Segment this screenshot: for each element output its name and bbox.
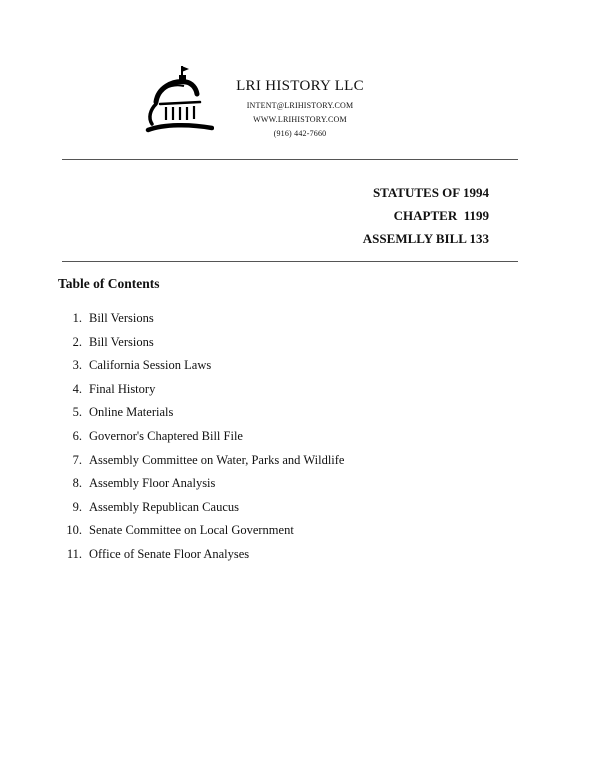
toc-item-number: 7. (72, 452, 82, 467)
toc-item-label: Online Materials (89, 405, 174, 420)
contact-email: INTENT@LRIHISTORY.COM (246, 101, 354, 110)
toc-item (52, 331, 344, 355)
bill-number: ASSEMLLY BILL 133 (362, 231, 489, 246)
toc-item (52, 425, 344, 449)
toc-item-number: 6. (72, 428, 82, 443)
contact-phone: (916) 442-7660 (273, 129, 327, 138)
toc-item-number: 3. (72, 358, 82, 373)
toc-item-number: 2. (72, 334, 82, 349)
toc-item (52, 519, 344, 543)
toc-item-label: Assembly Republican Caucus (89, 499, 239, 514)
toc-item (52, 496, 344, 520)
top-divider (62, 159, 518, 160)
toc-item-number: 8. (72, 476, 82, 491)
statute-citation (363, 181, 489, 250)
statutes-year: STATUTES OF 1994 (372, 185, 489, 200)
toc-item (52, 543, 344, 567)
toc-item-number: 9. (72, 499, 82, 514)
toc-item-number: 5. (72, 405, 82, 420)
toc-item (52, 354, 344, 378)
company-name: LRI HISTORY LLC (236, 78, 364, 94)
toc-item-label: Bill Versions (89, 334, 154, 349)
letterhead (200, 76, 400, 141)
toc-item-label: California Session Laws (89, 358, 212, 373)
toc-item-label: Bill Versions (89, 311, 154, 325)
toc-list (52, 307, 344, 567)
toc-item (52, 449, 344, 473)
toc-item-number: 1. (72, 311, 82, 325)
bottom-divider (62, 261, 518, 262)
contact-website: WWW.LRIHISTORY.COM (253, 115, 347, 124)
toc-item-label: Assembly Committee on Water, Parks and Wildlife (89, 452, 345, 467)
toc-item (52, 472, 344, 496)
toc-item (52, 307, 344, 331)
chapter-number: CHAPTER 1199 (393, 208, 489, 223)
toc-item (52, 401, 344, 425)
toc-item-label: Senate Committee on Local Government (89, 523, 294, 538)
toc-item (52, 378, 344, 402)
toc-title: Table of Contents (58, 276, 160, 291)
toc-item-number: 4. (72, 381, 82, 396)
toc-item-label: Assembly Floor Analysis (89, 476, 216, 491)
toc-item-label: Office of Senate Floor Analyses (89, 546, 250, 561)
toc-item-label: Final History (89, 381, 156, 396)
toc-item-label: Governor's Chaptered Bill File (89, 428, 243, 443)
toc-item-number: 11. (66, 546, 82, 561)
toc-item-number: 10. (66, 523, 82, 538)
